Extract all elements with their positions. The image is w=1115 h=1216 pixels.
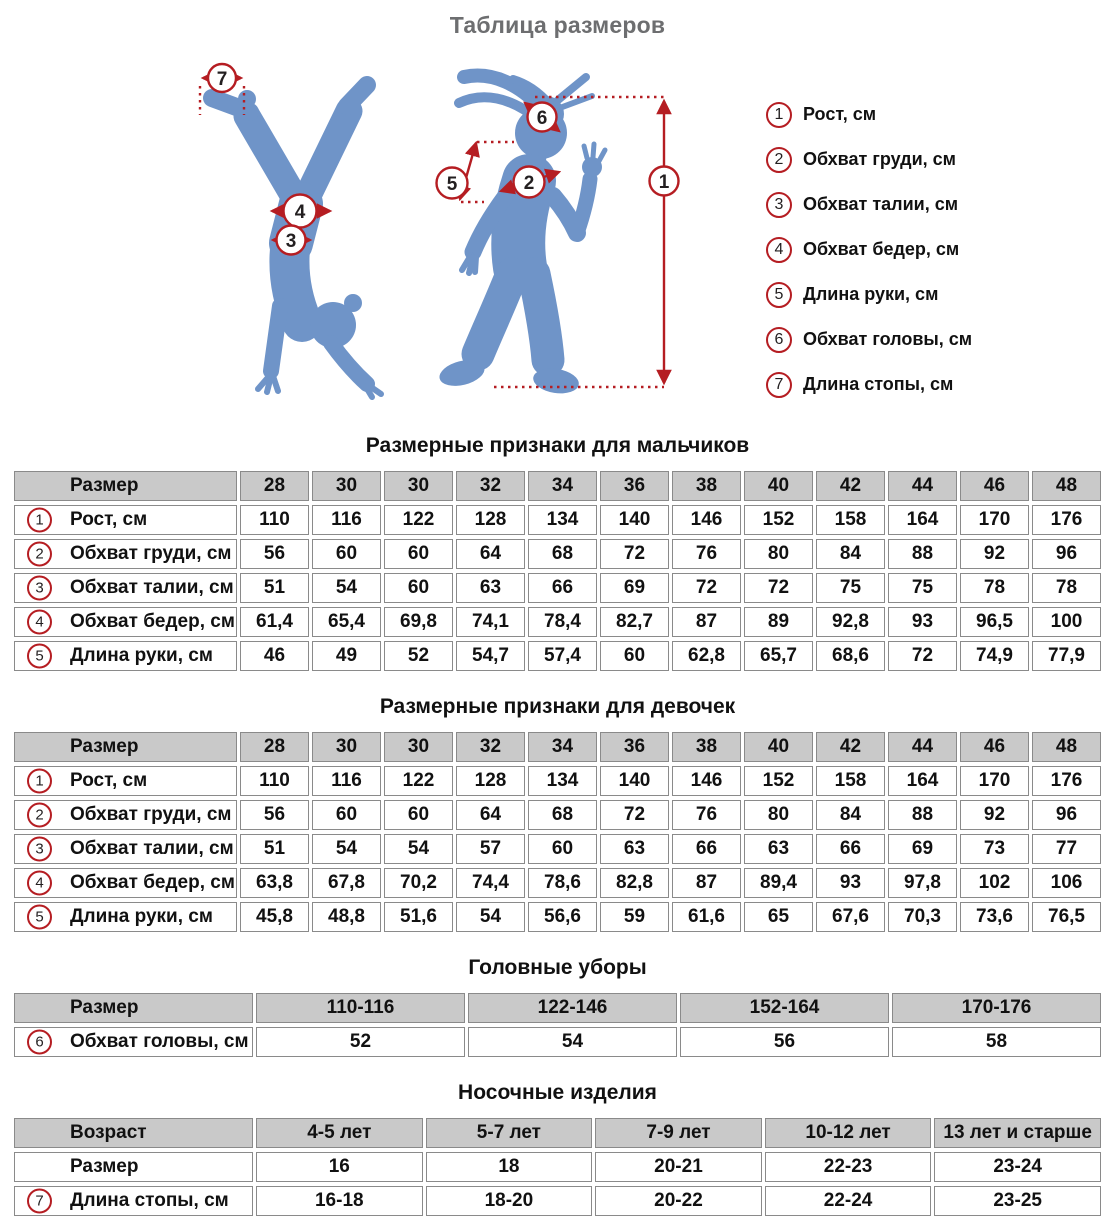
- value-cell: 146: [672, 766, 741, 796]
- row-number-badge: 2: [27, 803, 52, 828]
- row-label-cell: [14, 902, 237, 932]
- row-label-cell: [14, 834, 237, 864]
- value-cell: 116: [312, 505, 381, 535]
- value-cell: 152: [744, 766, 813, 796]
- value-cell: 72: [744, 573, 813, 603]
- size-column-header: 30: [384, 471, 453, 501]
- size-column-header: 7-9 лет: [595, 1118, 762, 1148]
- value-cell: 93: [816, 868, 885, 898]
- value-cell: 74,9: [960, 641, 1029, 671]
- row-number-badge: 7: [27, 1189, 52, 1214]
- row-number-badge: 4: [27, 610, 52, 635]
- value-cell: 152: [744, 505, 813, 535]
- value-cell: 76: [672, 800, 741, 830]
- row-label: Длина стопы, см: [70, 1190, 229, 1211]
- legend-item-label: Обхват груди, см: [803, 149, 956, 169]
- value-cell: 72: [672, 573, 741, 603]
- size-column-header: 32: [456, 471, 525, 501]
- value-cell: 45,8: [240, 902, 309, 932]
- size-column-header: 44: [888, 732, 957, 762]
- value-cell: 102: [960, 868, 1029, 898]
- row-label: Обхват талии, см: [70, 838, 234, 859]
- value-cell: 65,4: [312, 607, 381, 637]
- value-cell: 54: [384, 834, 453, 864]
- value-cell: 87: [672, 607, 741, 637]
- value-cell: 69: [600, 573, 669, 603]
- headwear-section-title: Головные уборы: [468, 956, 647, 979]
- value-cell: 56: [240, 539, 309, 569]
- row-label-cell: [14, 573, 237, 603]
- value-cell: 20-22: [595, 1186, 762, 1216]
- value-cell: 60: [528, 834, 597, 864]
- value-cell: 49: [312, 641, 381, 671]
- row-label-cell: [14, 1027, 253, 1057]
- value-cell: 67,8: [312, 868, 381, 898]
- row-label: Обхват груди, см: [70, 543, 232, 564]
- value-cell: 65: [744, 902, 813, 932]
- size-column-header: 48: [1032, 471, 1101, 501]
- value-cell: 116: [312, 766, 381, 796]
- row-label: Длина руки, см: [70, 906, 213, 927]
- value-cell: 61,4: [240, 607, 309, 637]
- value-cell: 60: [384, 800, 453, 830]
- value-cell: 54: [312, 573, 381, 603]
- legend-item-number: 5: [766, 282, 792, 308]
- table-row: [14, 766, 1101, 796]
- legend-item-label: Длина стопы, см: [803, 374, 954, 394]
- value-cell: 60: [600, 641, 669, 671]
- legend-item: [766, 317, 972, 362]
- table-header-row: [14, 732, 1101, 762]
- header-label-cell: Размер: [14, 732, 237, 762]
- value-cell: 63: [744, 834, 813, 864]
- size-column-header: 46: [960, 471, 1029, 501]
- size-column-header: 36: [600, 471, 669, 501]
- value-cell: 66: [816, 834, 885, 864]
- value-cell: 122: [384, 766, 453, 796]
- size-column-header: 30: [312, 732, 381, 762]
- header-label-cell: Размер: [14, 993, 253, 1023]
- value-cell: 170: [960, 766, 1029, 796]
- value-cell: 66: [672, 834, 741, 864]
- row-number-badge: 1: [27, 769, 52, 794]
- value-cell: 93: [888, 607, 957, 637]
- girls-section-title: Размерные признаки для девочек: [379, 695, 736, 718]
- value-cell: 22-24: [765, 1186, 932, 1216]
- value-cell: 60: [384, 573, 453, 603]
- value-cell: 63: [600, 834, 669, 864]
- girl-silhouette: [437, 76, 605, 397]
- value-cell: 69: [888, 834, 957, 864]
- value-cell: 100: [1032, 607, 1101, 637]
- value-cell: 51: [240, 573, 309, 603]
- value-cell: 72: [888, 641, 957, 671]
- value-cell: 96: [1032, 539, 1101, 569]
- value-cell: 18: [426, 1152, 593, 1182]
- value-cell: 75: [816, 573, 885, 603]
- size-column-header: 13 лет и старше: [934, 1118, 1101, 1148]
- legend-item: [766, 182, 972, 227]
- value-cell: 68,6: [816, 641, 885, 671]
- size-column-header: 40: [744, 471, 813, 501]
- value-cell: 54: [456, 902, 525, 932]
- row-label-cell: [14, 800, 237, 830]
- legend-item-number: 1: [766, 102, 792, 128]
- value-cell: 65,7: [744, 641, 813, 671]
- value-cell: 170: [960, 505, 1029, 535]
- legend: [766, 92, 972, 407]
- value-cell: 176: [1032, 505, 1101, 535]
- value-cell: 80: [744, 800, 813, 830]
- size-column-header: 34: [528, 732, 597, 762]
- value-cell: 23-25: [934, 1186, 1101, 1216]
- value-cell: 92: [960, 539, 1029, 569]
- table-row: [14, 539, 1101, 569]
- legend-item: [766, 92, 972, 137]
- value-cell: 16: [256, 1152, 423, 1182]
- value-cell: 97,8: [888, 868, 957, 898]
- size-column-header: 46: [960, 732, 1029, 762]
- value-cell: 164: [888, 766, 957, 796]
- value-cell: 76,5: [1032, 902, 1101, 932]
- legend-item-label: Обхват талии, см: [803, 194, 959, 214]
- value-cell: 68: [528, 800, 597, 830]
- page-title: Таблица размеров: [449, 12, 666, 38]
- value-cell: 92: [960, 800, 1029, 830]
- value-cell: 59: [600, 902, 669, 932]
- table-row: [14, 1186, 1101, 1216]
- value-cell: 57: [456, 834, 525, 864]
- value-cell: 92,8: [816, 607, 885, 637]
- value-cell: 54: [468, 1027, 677, 1057]
- value-cell: 23-24: [934, 1152, 1101, 1182]
- socks-size-table: [14, 1118, 1101, 1216]
- measurement-diagram: [0, 0, 1115, 420]
- size-column-header: 34: [528, 471, 597, 501]
- value-cell: 84: [816, 539, 885, 569]
- value-cell: 52: [384, 641, 453, 671]
- value-cell: 78,6: [528, 868, 597, 898]
- value-cell: 158: [816, 505, 885, 535]
- value-cell: 16-18: [256, 1186, 423, 1216]
- value-cell: 140: [600, 505, 669, 535]
- value-cell: 56: [680, 1027, 889, 1057]
- value-cell: 60: [384, 539, 453, 569]
- value-cell: 106: [1032, 868, 1101, 898]
- size-column-header: 4-5 лет: [256, 1118, 423, 1148]
- size-column-header: 5-7 лет: [426, 1118, 593, 1148]
- value-cell: 52: [256, 1027, 465, 1057]
- legend-item: [766, 227, 972, 272]
- value-cell: 64: [456, 800, 525, 830]
- size-column-header: 10-12 лет: [765, 1118, 932, 1148]
- legend-item: [766, 362, 972, 407]
- table-row: [14, 1027, 1101, 1057]
- row-label: Рост, см: [70, 770, 148, 791]
- value-cell: 77: [1032, 834, 1101, 864]
- table-row: [14, 607, 1101, 637]
- size-column-header: 42: [816, 471, 885, 501]
- value-cell: 140: [600, 766, 669, 796]
- legend-item-label: Длина руки, см: [803, 284, 939, 304]
- value-cell: 70,2: [384, 868, 453, 898]
- row-number-badge: 3: [27, 837, 52, 862]
- header-label-cell: Возраст: [14, 1118, 253, 1148]
- size-column-header: 38: [672, 732, 741, 762]
- value-cell: 80: [744, 539, 813, 569]
- size-column-header: 170-176: [892, 993, 1101, 1023]
- legend-item: [766, 137, 972, 182]
- marker-4-number: 4: [294, 202, 306, 223]
- size-column-header: 40: [744, 732, 813, 762]
- value-cell: 69,8: [384, 607, 453, 637]
- value-cell: 56,6: [528, 902, 597, 932]
- row-label: Рост, см: [70, 509, 148, 530]
- legend-item-number: 2: [766, 147, 792, 173]
- size-column-header: 110-116: [256, 993, 465, 1023]
- value-cell: 82,7: [600, 607, 669, 637]
- row-number-badge: 3: [27, 576, 52, 601]
- value-cell: 46: [240, 641, 309, 671]
- row-label: Обхват бедер, см: [70, 611, 235, 632]
- table-row: [14, 834, 1101, 864]
- row-label-cell: [14, 1152, 253, 1182]
- row-label-cell: [14, 607, 237, 637]
- legend-item-number: 6: [766, 327, 792, 353]
- value-cell: 88: [888, 800, 957, 830]
- marker-5-number: 5: [446, 174, 458, 195]
- row-label-cell: [14, 505, 237, 535]
- row-number-badge: 5: [27, 644, 52, 669]
- value-cell: 60: [312, 800, 381, 830]
- value-cell: 134: [528, 766, 597, 796]
- legend-item-number: 7: [766, 372, 792, 398]
- size-column-header: 152-164: [680, 993, 889, 1023]
- table-row: [14, 1152, 1101, 1182]
- value-cell: 56: [240, 800, 309, 830]
- size-column-header: 122-146: [468, 993, 677, 1023]
- value-cell: 57,4: [528, 641, 597, 671]
- row-number-badge: 5: [27, 905, 52, 930]
- value-cell: 176: [1032, 766, 1101, 796]
- row-number-badge: 4: [27, 871, 52, 896]
- value-cell: 110: [240, 505, 309, 535]
- value-cell: 75: [888, 573, 957, 603]
- value-cell: 73,6: [960, 902, 1029, 932]
- size-column-header: 36: [600, 732, 669, 762]
- size-column-header: 32: [456, 732, 525, 762]
- row-label: Размер: [70, 1156, 139, 1177]
- value-cell: 58: [892, 1027, 1101, 1057]
- value-cell: 164: [888, 505, 957, 535]
- legend-item-number: 3: [766, 192, 792, 218]
- girls-size-table: [14, 732, 1101, 932]
- marker-7-number: 7: [216, 69, 228, 90]
- value-cell: 87: [672, 868, 741, 898]
- value-cell: 60: [312, 539, 381, 569]
- marker-1-number: 1: [658, 172, 670, 193]
- row-number-badge: 1: [27, 508, 52, 533]
- value-cell: 72: [600, 539, 669, 569]
- row-label: Обхват бедер, см: [70, 872, 235, 893]
- value-cell: 74,1: [456, 607, 525, 637]
- value-cell: 51: [240, 834, 309, 864]
- value-cell: 89: [744, 607, 813, 637]
- value-cell: 51,6: [384, 902, 453, 932]
- value-cell: 73: [960, 834, 1029, 864]
- value-cell: 20-21: [595, 1152, 762, 1182]
- value-cell: 122: [384, 505, 453, 535]
- row-label-cell: [14, 539, 237, 569]
- headwear-size-table: [14, 993, 1101, 1057]
- value-cell: 146: [672, 505, 741, 535]
- header-label-cell: Размер: [14, 471, 237, 501]
- row-label-cell: [14, 766, 237, 796]
- value-cell: 76: [672, 539, 741, 569]
- value-cell: 54,7: [456, 641, 525, 671]
- boys-size-table: [14, 471, 1101, 671]
- value-cell: 63: [456, 573, 525, 603]
- table-row: [14, 505, 1101, 535]
- row-label: Обхват груди, см: [70, 804, 232, 825]
- size-column-header: 44: [888, 471, 957, 501]
- table-row: [14, 868, 1101, 898]
- value-cell: 82,8: [600, 868, 669, 898]
- marker-3-number: 3: [285, 231, 297, 252]
- legend-item: [766, 272, 972, 317]
- size-column-header: 42: [816, 732, 885, 762]
- value-cell: 66: [528, 573, 597, 603]
- table-header-row: [14, 471, 1101, 501]
- size-column-header: 30: [312, 471, 381, 501]
- row-label: Длина руки, см: [70, 645, 213, 666]
- value-cell: 89,4: [744, 868, 813, 898]
- value-cell: 70,3: [888, 902, 957, 932]
- value-cell: 18-20: [426, 1186, 593, 1216]
- row-number-badge: 6: [27, 1030, 52, 1055]
- value-cell: 48,8: [312, 902, 381, 932]
- value-cell: 84: [816, 800, 885, 830]
- table-header-row: [14, 1118, 1101, 1148]
- legend-item-label: Обхват бедер, см: [803, 239, 960, 259]
- table-row: [14, 902, 1101, 932]
- row-label: Обхват талии, см: [70, 577, 234, 598]
- value-cell: 78: [960, 573, 1029, 603]
- table-row: [14, 641, 1101, 671]
- value-cell: 78,4: [528, 607, 597, 637]
- row-label-cell: [14, 641, 237, 671]
- value-cell: 78: [1032, 573, 1101, 603]
- value-cell: 54: [312, 834, 381, 864]
- value-cell: 74,4: [456, 868, 525, 898]
- value-cell: 158: [816, 766, 885, 796]
- row-label: Обхват головы, см: [70, 1031, 249, 1052]
- value-cell: 96: [1032, 800, 1101, 830]
- legend-item-label: Обхват головы, см: [803, 329, 973, 349]
- value-cell: 88: [888, 539, 957, 569]
- value-cell: 110: [240, 766, 309, 796]
- row-label-cell: [14, 1186, 253, 1216]
- value-cell: 61,6: [672, 902, 741, 932]
- size-column-header: 28: [240, 471, 309, 501]
- table-row: [14, 573, 1101, 603]
- size-column-header: 30: [384, 732, 453, 762]
- row-label-cell: [14, 868, 237, 898]
- value-cell: 134: [528, 505, 597, 535]
- legend-item-number: 4: [766, 237, 792, 263]
- size-column-header: 38: [672, 471, 741, 501]
- size-column-header: 48: [1032, 732, 1101, 762]
- value-cell: 96,5: [960, 607, 1029, 637]
- boys-section-title: Размерные признаки для мальчиков: [365, 434, 750, 457]
- value-cell: 22-23: [765, 1152, 932, 1182]
- size-column-header: 28: [240, 732, 309, 762]
- row-number-badge: 2: [27, 542, 52, 567]
- table-row: [14, 800, 1101, 830]
- value-cell: 72: [600, 800, 669, 830]
- value-cell: 128: [456, 766, 525, 796]
- value-cell: 68: [528, 539, 597, 569]
- marker-2-number: 2: [523, 173, 535, 194]
- value-cell: 62,8: [672, 641, 741, 671]
- value-cell: 63,8: [240, 868, 309, 898]
- marker-6-number: 6: [536, 108, 548, 129]
- socks-section-title: Носочные изделия: [458, 1081, 657, 1104]
- table-header-row: [14, 993, 1101, 1023]
- legend-item-label: Рост, см: [803, 104, 877, 124]
- value-cell: 64: [456, 539, 525, 569]
- value-cell: 128: [456, 505, 525, 535]
- value-cell: 77,9: [1032, 641, 1101, 671]
- value-cell: 67,6: [816, 902, 885, 932]
